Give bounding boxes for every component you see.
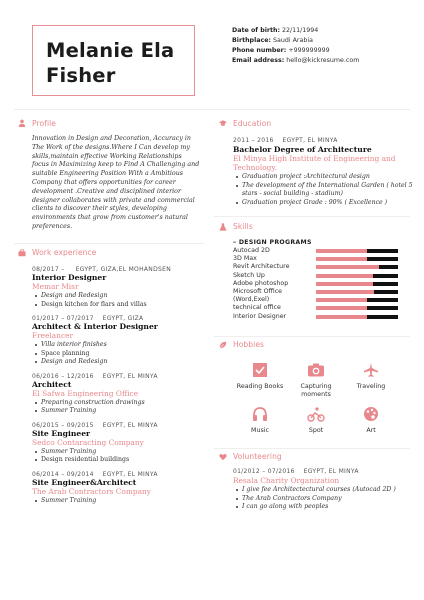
profile-divider	[14, 243, 204, 244]
hobby-reading	[230, 362, 290, 391]
work-bullet: Design and Redesign	[32, 358, 204, 367]
name-box	[32, 25, 195, 96]
skill-bar-dark	[367, 249, 398, 253]
work-company: El Safwa Engineering Office	[32, 388, 139, 398]
work-list	[32, 266, 204, 511]
camera-icon	[307, 362, 325, 378]
volunteering-bullet: I give fee Architectectural courses (Autocad 2D )	[233, 486, 413, 495]
work-bullets	[32, 448, 204, 465]
work-entry	[32, 422, 204, 465]
leaf-icon	[219, 341, 227, 349]
education-school: El Minya High Institute of Engineering and Technology.	[233, 154, 396, 172]
skill-level-bar	[316, 274, 398, 278]
skills-group-dash: –	[233, 239, 239, 246]
volunteering-place: EGYPT, EL MINYA	[303, 468, 359, 475]
work-title: Site Engineer&Architect	[32, 477, 137, 487]
work-company: The Arab Contractors Company	[32, 486, 151, 496]
education-bullet: Graduation project :Architectural design	[233, 173, 413, 182]
work-title: Work experience	[32, 248, 97, 257]
hobby-traveling	[341, 362, 401, 391]
work-bullet: Preparing construction drawings	[32, 399, 204, 408]
birthplace-value: Saudi Arabia	[273, 37, 313, 44]
education-place: EGYPT, EL MINYA	[282, 137, 338, 144]
work-meta	[32, 315, 204, 322]
work-place: EGYPT, EL MINYA	[102, 372, 158, 380]
skill-name: Adobe photoshop	[233, 279, 289, 287]
work-place: EGYPT, EL MINYA	[102, 421, 158, 429]
skill-bar-base	[316, 315, 367, 319]
work-title: Site Engineer	[32, 428, 91, 438]
work-meta	[32, 422, 204, 429]
skill-bar-dark	[379, 265, 398, 269]
work-bullet: Space planning	[32, 350, 204, 359]
work-dates: 01/2017 – 07/2017	[32, 315, 94, 322]
hobby-label: Capturing moments	[300, 383, 332, 398]
work-meta	[32, 373, 204, 380]
skills-group-title: DESIGN PROGRAMS	[238, 239, 312, 246]
email-value: hello@kickresume.com	[286, 57, 360, 64]
personal-info	[232, 26, 359, 66]
skill-bar-base	[316, 290, 367, 294]
skills-group	[233, 239, 312, 246]
work-title: Interior Designer	[32, 273, 107, 282]
hobby-art	[341, 406, 401, 435]
cyclist-icon	[307, 406, 325, 422]
skill-bar-base	[316, 249, 367, 253]
skill-bar-base	[316, 298, 367, 302]
skill-bar-base	[316, 257, 367, 261]
skill-bar-gap	[367, 265, 379, 269]
headphones-icon	[252, 406, 268, 422]
work-dates: 06/2015 – 09/2015	[32, 421, 94, 429]
skill-level-bar	[316, 265, 398, 269]
graduation-cap-icon	[219, 119, 227, 127]
heart-icon	[219, 453, 227, 461]
last-name: Fisher	[46, 64, 116, 87]
work-bullets	[32, 497, 204, 506]
education-bullets	[233, 173, 413, 207]
work-entry	[32, 471, 204, 506]
education-title: Education	[233, 119, 272, 128]
education-dates: 2011 – 2016	[233, 137, 274, 144]
education-bullet: Graduation project Grade : 90% ( Excellence )	[233, 199, 413, 208]
phone-label: Phone number:	[232, 47, 287, 54]
work-bullet: Summer Training	[32, 497, 204, 506]
skill-level-bar	[316, 306, 398, 310]
work-bullet: Villa interior finishes	[32, 341, 204, 350]
work-title: Architect & Interior Designer	[32, 322, 158, 331]
work-bullets	[32, 341, 204, 367]
skill-bar-dark	[373, 274, 398, 278]
hobby-label: Spot	[308, 427, 324, 434]
work-company: Sedco Contaracting Company	[32, 437, 144, 447]
work-dates: 06/2016 – 12/2016	[32, 372, 94, 380]
skill-level-bar	[316, 315, 398, 319]
skill-bar-gap	[367, 290, 374, 294]
skill-name: Revit Architecture	[233, 263, 290, 271]
hobby-photography	[286, 362, 346, 399]
skill-level-bar	[316, 257, 398, 261]
skill-name: (Word,Exel)	[233, 296, 270, 304]
work-place: EGYPT, GIZA,EL MOHANDSEN	[75, 266, 171, 273]
hobby-music	[230, 406, 290, 435]
volunteering-bullet: I can go along with peoples	[233, 503, 413, 512]
skill-level-bar	[316, 290, 398, 294]
hobby-label: Reading Books	[236, 383, 284, 390]
email-label: Email address:	[232, 57, 285, 64]
skill-name: Microsoft Office	[233, 288, 283, 296]
work-place: EGYPT, GIZA	[102, 315, 144, 322]
work-entry	[32, 373, 204, 416]
education-bullet: The development of the International Garden ( hotel 5 stars - social building - stadium)	[233, 182, 413, 199]
work-bullet: Design and Redesign	[32, 292, 204, 301]
volunteering-bullets	[233, 486, 413, 512]
work-bullet: Design residential buildings	[32, 456, 204, 465]
airplane-icon	[363, 362, 379, 378]
skills-title: Skills	[233, 222, 253, 231]
skill-name: 3D Max	[233, 255, 257, 263]
work-company: Memar Misr	[32, 282, 79, 291]
skill-bar-dark	[373, 282, 398, 286]
skill-bar-base	[316, 265, 367, 269]
bookmark-icon	[252, 362, 268, 378]
skill-bar-dark	[367, 298, 398, 302]
skill-bar-base	[316, 282, 367, 286]
education-degree: Bachelor Degree of Architecture	[233, 145, 372, 154]
volunteering-title: Volunteering	[233, 452, 282, 461]
birthplace-label: Birthplace:	[232, 37, 271, 44]
volunteering-entry	[233, 468, 413, 512]
work-bullet: Summer Training	[32, 407, 204, 416]
palette-icon	[363, 406, 379, 422]
skill-bar-dark	[374, 290, 398, 294]
work-entry	[32, 266, 204, 309]
hobbies-title: Hobbies	[233, 340, 265, 349]
skill-level-bar	[316, 249, 398, 253]
work-bullets	[32, 292, 204, 309]
volunteering-dates: 01/2012 – 07/2016	[233, 468, 295, 475]
dob-value: 22/11/1994	[282, 27, 319, 34]
education-divider	[214, 216, 410, 217]
skill-bar-dark	[367, 315, 398, 319]
hobby-label: Music	[251, 427, 269, 434]
work-place: EGYPT, EL MINYA	[102, 470, 158, 478]
first-name: Melanie Ela	[46, 39, 175, 62]
volunteering-bullet: The Arab Contractors Company	[233, 495, 413, 504]
hobby-sport	[286, 406, 346, 435]
skill-bar-dark	[367, 257, 398, 261]
skill-level-bar	[316, 298, 398, 302]
hobby-label: Traveling	[356, 383, 386, 390]
work-bullets	[32, 399, 204, 416]
education-entry	[233, 137, 413, 207]
skill-bar-dark	[367, 306, 398, 310]
skill-bar-base	[316, 306, 367, 310]
work-entry	[32, 315, 204, 367]
work-bullet: Summer Training	[32, 448, 204, 457]
work-dates: 06/2014 – 09/2014	[32, 470, 94, 478]
work-dates: 08/2017 –	[32, 266, 67, 273]
skill-name: Interior Designer	[233, 312, 287, 320]
skills-divider	[214, 336, 410, 337]
hobbies-divider	[214, 448, 410, 449]
hobby-label: Art	[366, 427, 376, 434]
volunteering-org: Resala Charity Organization	[233, 476, 340, 485]
person-icon	[18, 119, 26, 127]
work-title: Architect	[32, 379, 72, 389]
work-meta	[32, 471, 204, 478]
header-divider	[14, 109, 410, 110]
phone-value: +999999999	[288, 47, 330, 54]
skill-level-bar	[316, 282, 398, 286]
work-bullet: Design kitchen for flars and villas	[32, 301, 204, 310]
dob-label: Date of birth:	[232, 27, 280, 34]
briefcase-icon	[18, 249, 26, 257]
skill-name: Autocad 2D	[233, 247, 270, 254]
skill-bar-base	[316, 274, 367, 278]
profile-text: Innovation in Design and Decoration, Accuracy in The Work of the designs.Where I Can develop my skills,maintain effective Working Relationships focus in Maximizing keep to Find A Challenging and suitable Engineering Position With a Ambitious Company that offers opportunities for career development .Creative and disciplined interior designer collaborates with private and commercial clients to discover their styles, developing environments that grow from customer's natural preferences.	[32, 135, 200, 230]
skill-name: Sketch Up	[233, 271, 265, 279]
profile-title: Profile	[32, 118, 57, 128]
work-meta	[32, 266, 204, 273]
flask-icon	[219, 223, 227, 231]
work-company: Freelancer	[32, 331, 73, 340]
skill-name: technical office	[233, 304, 281, 312]
full-name	[46, 38, 174, 88]
